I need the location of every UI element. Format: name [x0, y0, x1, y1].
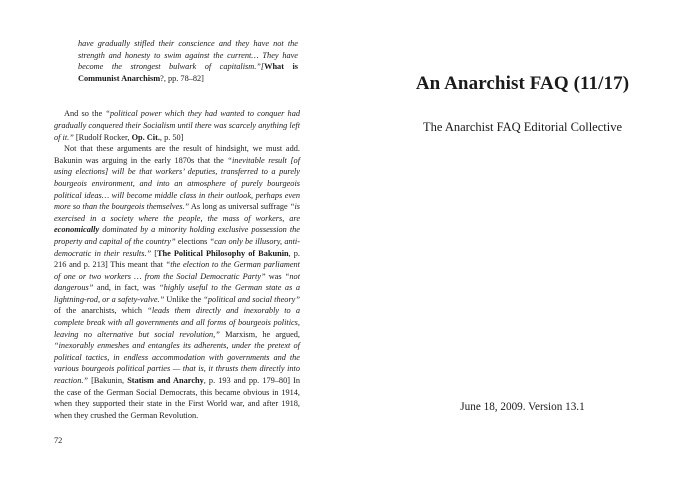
p2-t7: and, in fact, was — [93, 283, 160, 293]
p2-t12: , p. 193 and pp. 179–80] In the case of the German Social Democrats, this became obvious in 1914, when they supported their state in the First World war, and after 1918, when they crushed the German Revolution. — [54, 376, 300, 420]
p2-q4: “the election to the German parliament of one or two workers … from the Social Democratic Party” — [54, 260, 300, 281]
p2-t1: Not that these arguments are the result of hindsight, we must add. Bakunin was arguing in the early 1870s that the — [54, 144, 300, 165]
p1-cite-pre: [Rudolf Rocker, — [73, 132, 132, 142]
quote-text: have gradually stifled their conscience and they have not the strength and honesty to swim against the current… They have become the strongest bulwark of capitalism.”[ — [78, 39, 298, 72]
quote-ref-rest: ?, pp. 78–82] — [160, 73, 204, 83]
p1-cite-post: , p. 50] — [159, 132, 184, 142]
p2-q8: “leads them directly and inexorably to a complete break with all governments and all forms of bourgeois politics, leaving no alternative but social revolution,” — [54, 306, 300, 339]
block-quote — [78, 38, 298, 84]
p2-t9: of the anarchists, which — [54, 306, 148, 316]
p2-t2: As long as universal suffrage — [189, 202, 290, 212]
p2-q5: “not dangerous” — [54, 271, 300, 293]
p2-q9: “inexorably enmeshes and entangles its adherents, under the pretext of political tactics, in endless accommodation with governments and the various bourgeois political parties — that is, it thrusts them directly into reaction.” — [54, 341, 300, 386]
book-title: An Anarchist FAQ (11/17) — [415, 73, 630, 94]
p2-t4: [ — [151, 248, 157, 258]
p2-t10: Marxism, he argued, — [219, 329, 300, 339]
p2-q2a: “is exercised in a society where the people, the mass of workers, are — [54, 202, 301, 223]
p2-q7: “political and social theory” — [203, 294, 300, 304]
page-number: 72 — [54, 436, 63, 445]
right-page — [405, 0, 640, 496]
p2-q2b: economically — [54, 225, 100, 235]
book-author: The Anarchist FAQ Editorial Collective — [422, 120, 623, 134]
left-page — [54, 38, 300, 421]
p2-q6: “highly useful to the German state as a lightning-rod, or a safety-valve.” — [54, 283, 301, 304]
paragraph-1 — [54, 108, 300, 143]
p1-cite-bold: Op. Cit. — [131, 132, 160, 142]
quote-ref-title: What is Communist Anarchism — [78, 62, 298, 83]
spacer — [54, 84, 300, 108]
p2-t8: Unlike the — [164, 294, 204, 304]
p2-t3: elections — [175, 236, 210, 246]
p2-q1: “inevitable result [of using elections] will be that workers’ deputies, transferred to a purely bourgeois environment, and into an atmosphere of purely bourgeois political ideas… will become middle class in their outlook, perhaps even more so than the bourgeois themselves.” — [54, 155, 301, 212]
p2-b1: The Political Philosophy of Bakunin — [156, 248, 289, 258]
p2-b2: Statism and Anarchy — [127, 376, 204, 386]
paragraph-2 — [54, 143, 300, 421]
p2-t5: , p. 216 and p. 213] This meant that — [54, 248, 300, 270]
p2-t11: [Bakunin, — [88, 376, 128, 386]
p1-quote: “political power which they had wanted to conquer had gradually conquered their Socialism until there was scarcely anything left of it.” — [54, 109, 300, 142]
p1-lead: And so the — [64, 109, 106, 119]
p2-q3: “can only be illusory, anti-democratic in their results.” — [54, 236, 300, 258]
p2-t6: was — [265, 271, 285, 281]
book-date: June 18, 2009. Version 13.1 — [460, 401, 585, 413]
p2-q2c: dominated by a minority holding exclusive possession the property and capital of the country” — [54, 225, 300, 246]
